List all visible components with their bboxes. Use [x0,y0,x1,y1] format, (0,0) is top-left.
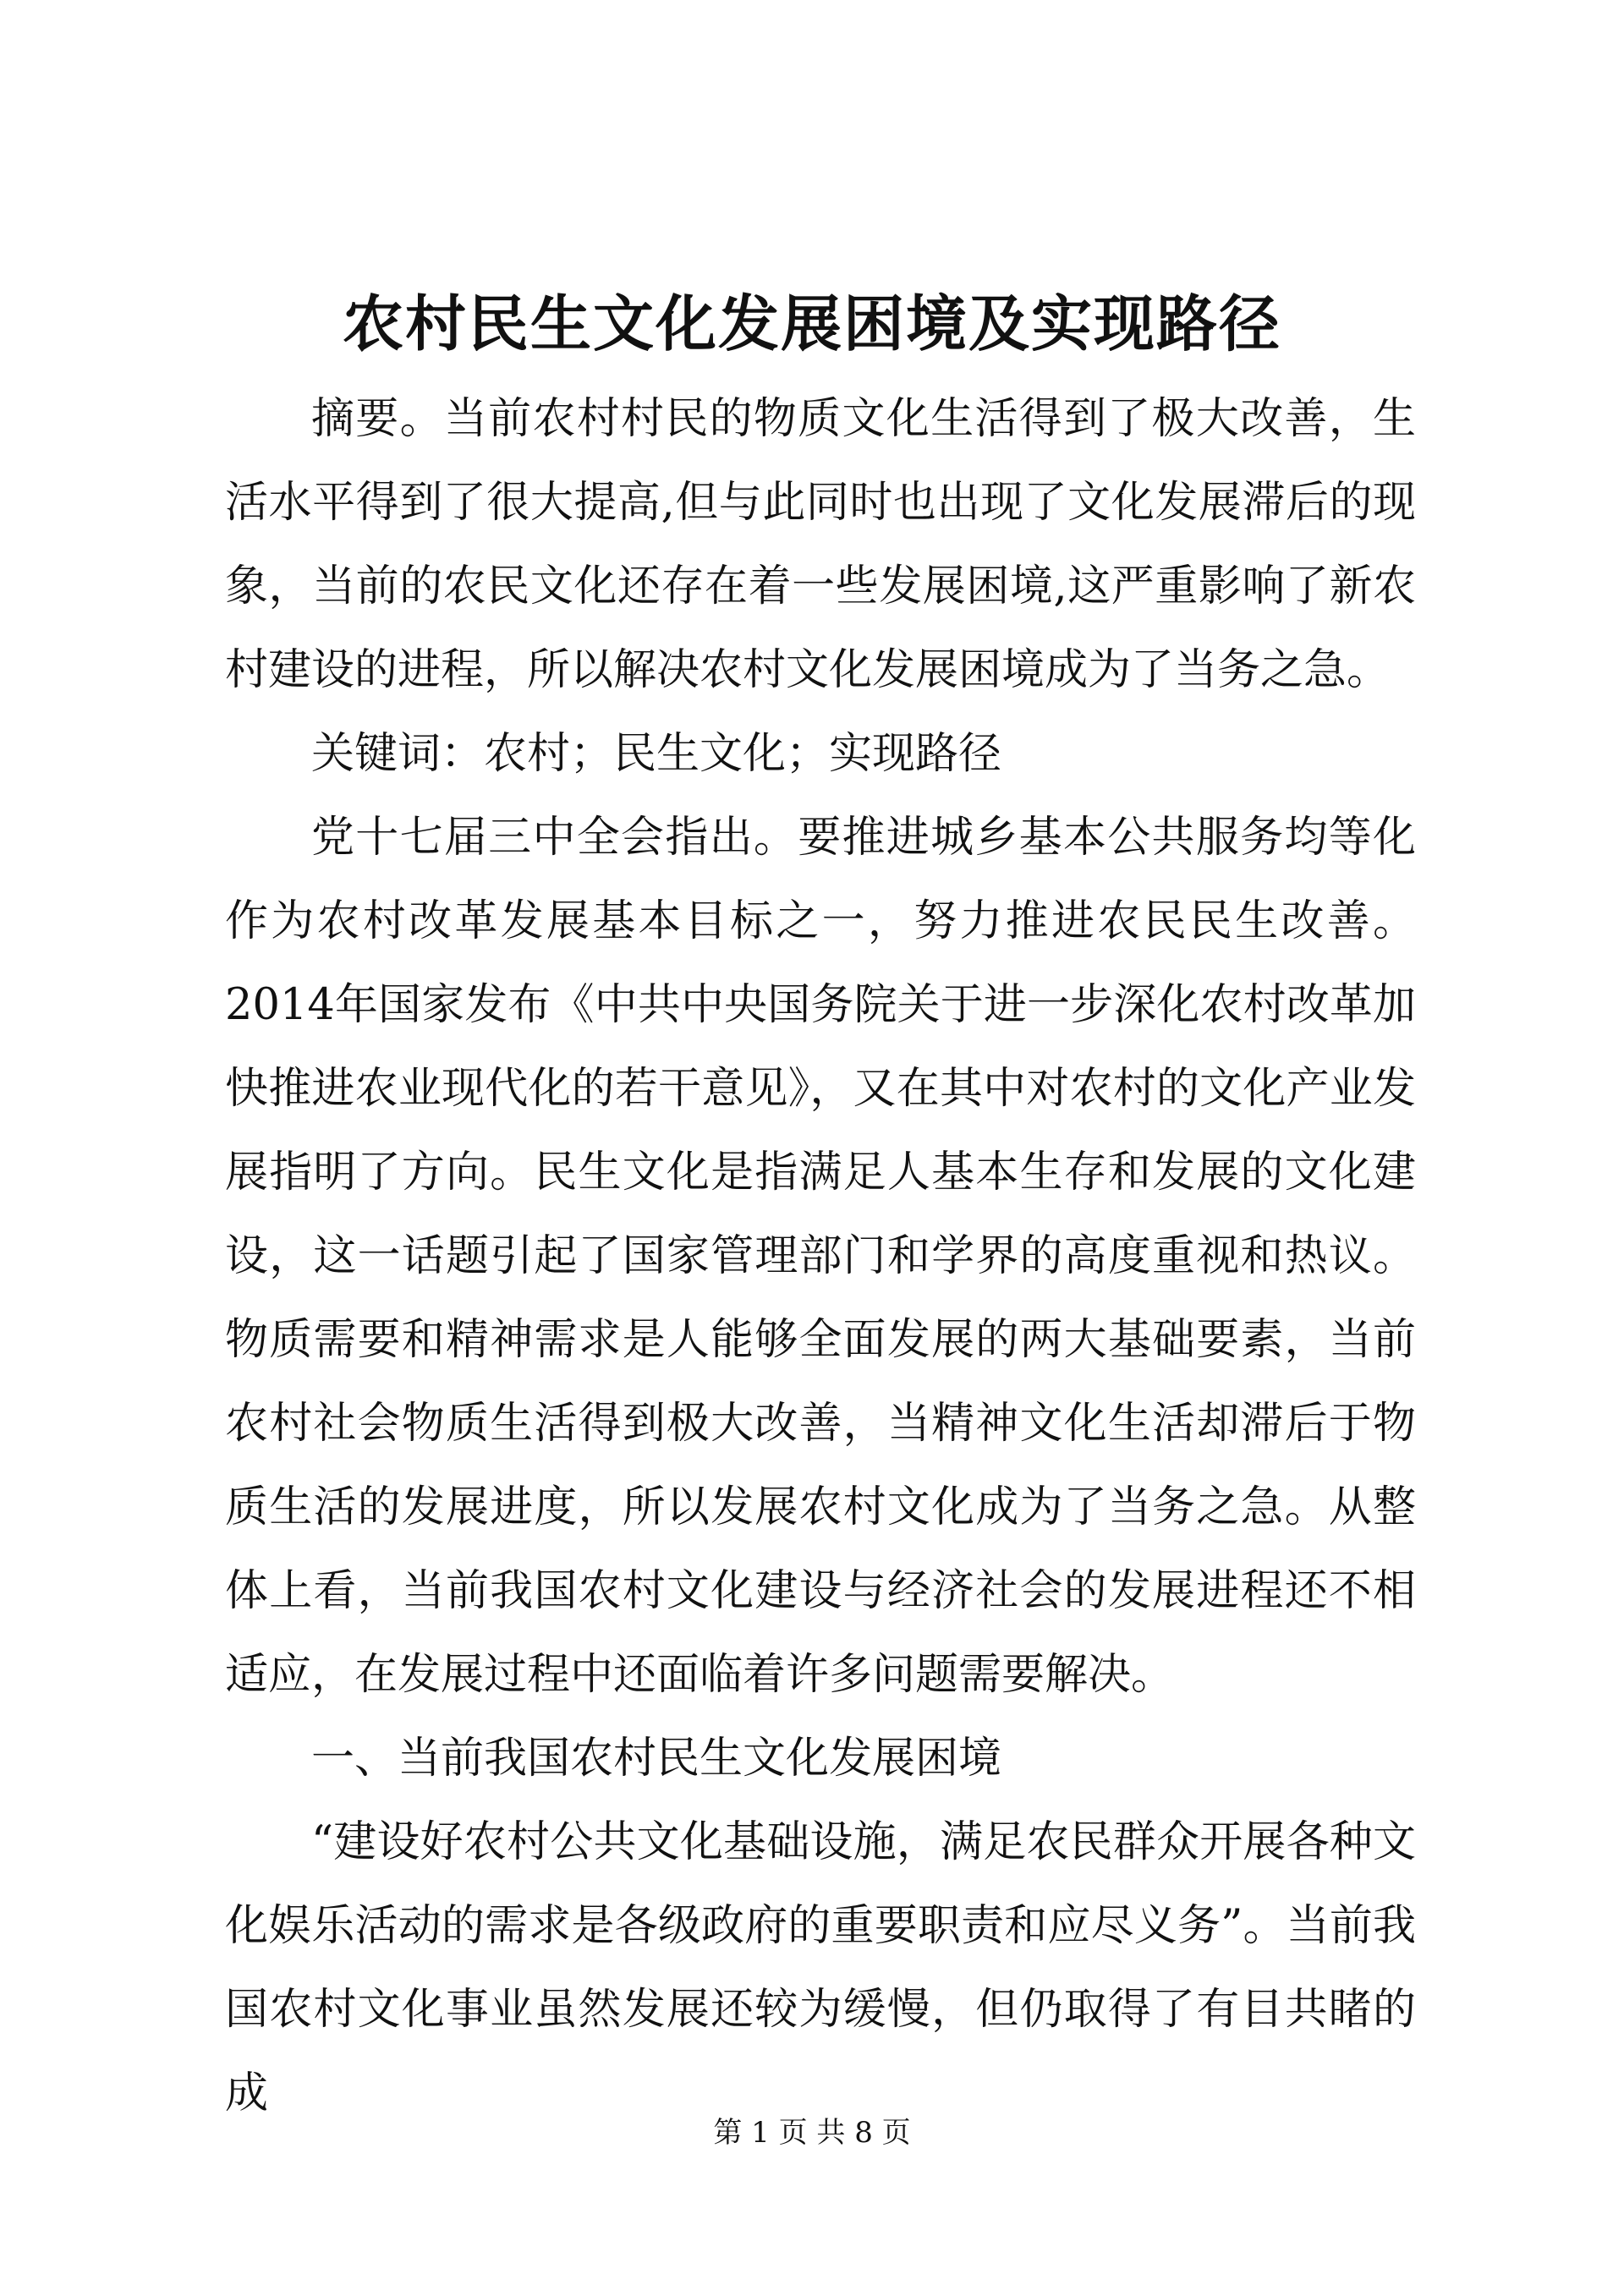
document-title: 农村民生文化发展困境及实现路径 [342,288,1281,359]
section-heading: 一、当前我国农村民生文化发展困境 [311,1734,1002,1784]
abstract-paragraph: 摘要。当前农村村民的物质文化生活得到了极大改善，生活水平得到了很大提高,但与此同时也出现了文化发展滞后的现象，当前的农民文化还存在着一些发展困境,这严重影响了新农村建设的进程，所以解决农村文化发展困境成为了当务之急。 [225,394,1416,695]
keywords-paragraph: 关键词：农村；民生文化；实现路径 [311,729,1002,779]
page-number-footer: 第 1 页 共 8 页 [713,2116,911,2150]
document-body [225,377,1416,2135]
intro-paragraph: 党十七届三中全会指出。要推进城乡基本公共服务均等化作为农村改革发展基本目标之一，努力推进农民民生改善。2014年国家发布《中共中央国务院关于进一步深化农村改革加快推进农业现代化的若干意见》，又在其中对农村的文化产业发展指明了方向。民生文化是指满足人基本生存和发展的文化建设，这一话题引起了国家管理部门和学界的高度重视和热议。物质需要和精神需求是人能够全面发展的两大基础要素，当前农村社会物质生活得到极大改善，当精神文化生活却滞后于物质生活的发展进度，所以发展农村文化成为了当务之急。从整体上看，当前我国农村文化建设与经济社会的发展进程还不相适应，在发展过程中还面临着许多问题需要解决。 [225,813,1416,1700]
section-paragraph: “建设好农村公共文化基础设施，满足农民群众开展各种文化娱乐活动的需求是各级政府的重要职责和应尽义务”。当前我国农村文化事业虽然发展还较为缓慢，但仍取得了有目共睹的成 [225,1817,1416,2118]
